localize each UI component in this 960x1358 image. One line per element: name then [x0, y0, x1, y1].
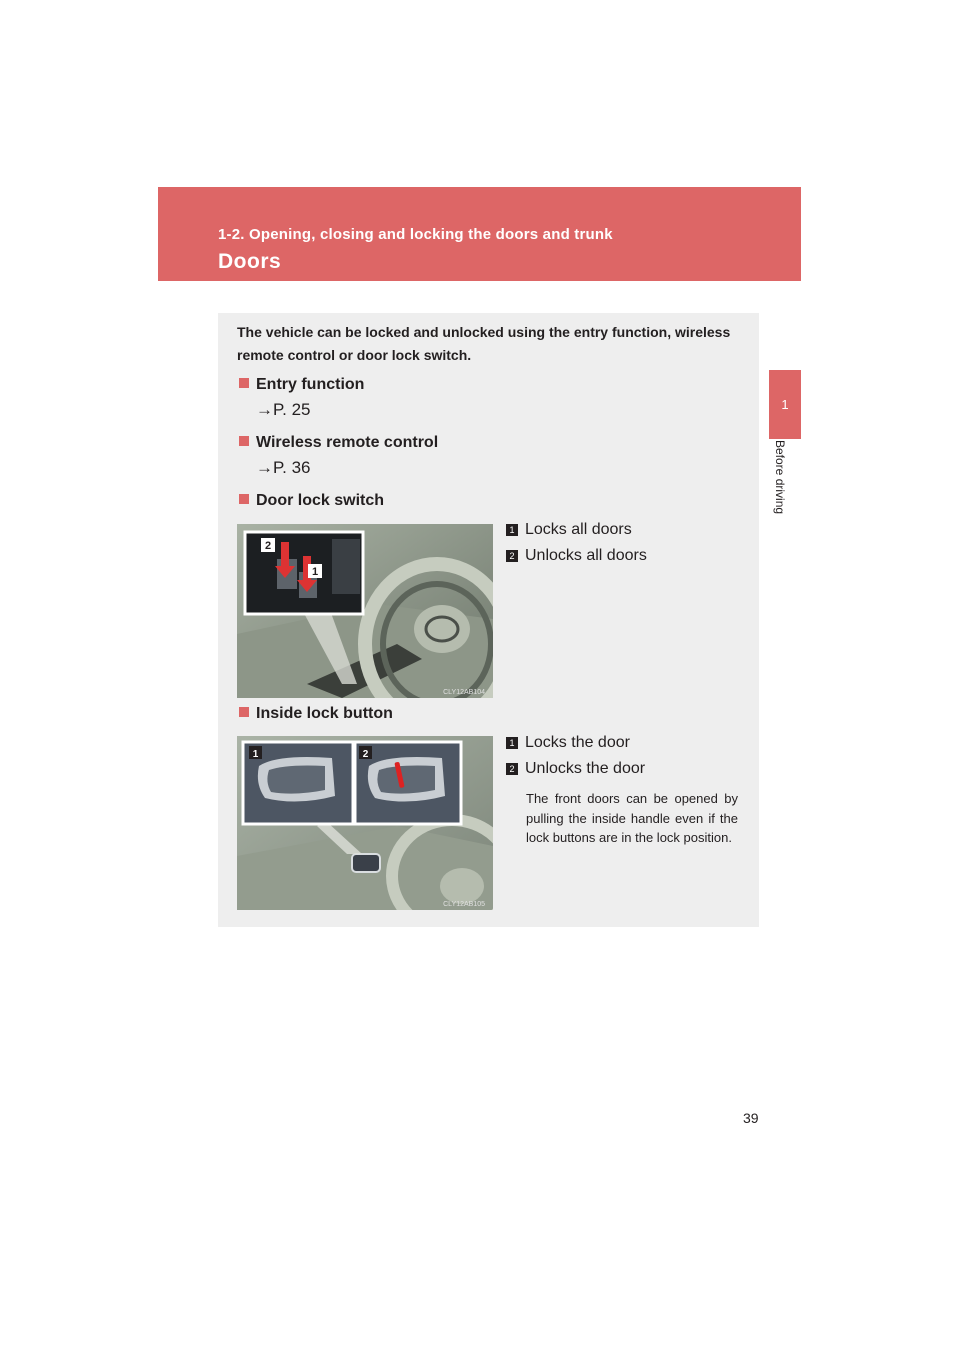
- inside-lock-button-heading: Inside lock button: [239, 705, 393, 723]
- bullet-square-icon: [239, 436, 249, 446]
- entry-function-ref[interactable]: →P. 25: [256, 400, 311, 419]
- svg-text:2: 2: [264, 540, 272, 552]
- chapter-label: Before driving: [773, 440, 787, 515]
- door-lock-switch-figure: [237, 524, 493, 698]
- svg-text:2: 2: [362, 749, 369, 760]
- chapter-tab[interactable]: [769, 370, 801, 439]
- bullet-square-icon: [239, 494, 249, 504]
- page-number: 39: [743, 1110, 759, 1126]
- entry-function-heading: Entry function: [239, 376, 364, 394]
- door-lock-switch-heading: Door lock switch: [239, 492, 384, 510]
- section-title: 1-2. Opening, closing and locking the doors and trunk: [218, 226, 613, 243]
- svg-text:1: 1: [311, 566, 319, 578]
- step-lock-all: 1 Locks all doors: [506, 521, 632, 539]
- step-unlock-door: 2 Unlocks the door: [506, 760, 645, 778]
- step-lock-door: 1 Locks the door: [506, 734, 630, 752]
- chapter-number: 1: [781, 397, 789, 412]
- wireless-remote-ref[interactable]: →P. 36: [256, 458, 311, 477]
- wireless-remote-heading: Wireless remote control: [239, 434, 438, 452]
- bullet-square-icon: [239, 707, 249, 717]
- figure-code: CLY12AB104: [443, 689, 485, 696]
- inside-lock-button-figure: [237, 736, 493, 910]
- step-unlock-all: 2 Unlocks all doors: [506, 547, 647, 565]
- figure-code: CLY12AB105: [443, 901, 485, 908]
- bullet-square-icon: [239, 378, 249, 388]
- page-title: Doors: [218, 250, 282, 273]
- note-text: The front doors can be opened by pulling the inside handle even if the lock buttons are in the lock position.: [526, 791, 738, 845]
- intro-text: The vehicle can be locked and unlocked using the entry function, wireless remote control or door lock switch.: [237, 324, 731, 363]
- svg-text:1: 1: [252, 749, 259, 760]
